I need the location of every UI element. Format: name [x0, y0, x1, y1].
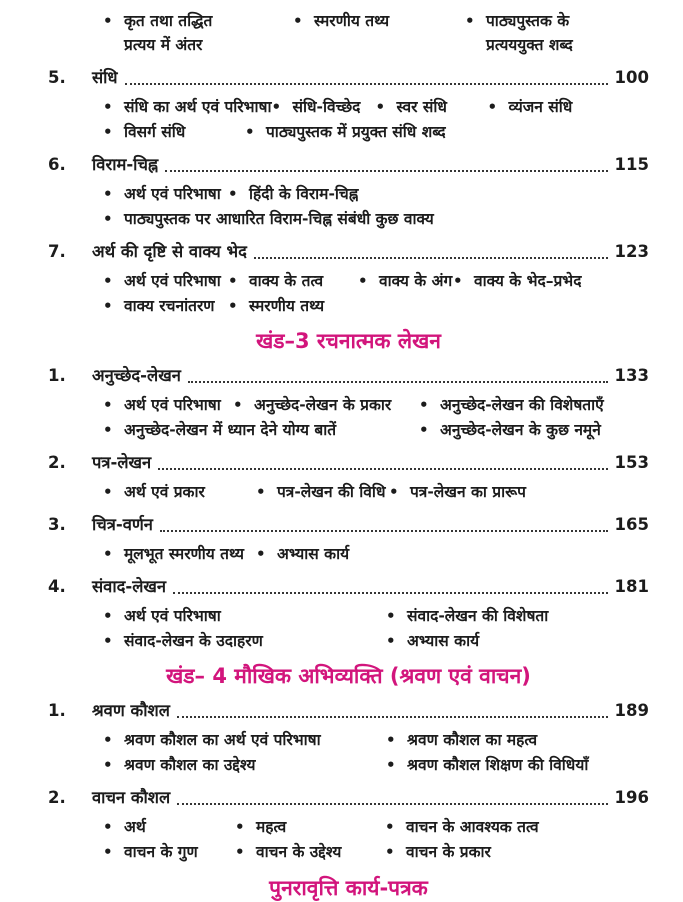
subtopic-item	[465, 9, 649, 57]
entry-number: 3.	[48, 515, 66, 534]
bullet-icon	[465, 9, 486, 33]
entry-title: अनुच्छेद-लेखन	[92, 366, 181, 385]
entry-number: 7.	[48, 242, 66, 261]
subtopic-label: अभ्यास कार्य	[277, 545, 350, 563]
subtopic-item	[293, 9, 465, 57]
bullet-icon	[103, 629, 124, 653]
subtopic-item	[386, 629, 649, 653]
entry-title: पत्र-लेखन	[92, 453, 152, 472]
subtopic-item	[103, 207, 649, 231]
subtopic-item	[103, 629, 386, 653]
subtopic-label: वाचन के प्रकार	[406, 843, 491, 861]
dotted-leader	[125, 83, 608, 85]
subtopic-label: वाक्य रचनांतरण	[124, 297, 215, 315]
subtopic-item	[228, 294, 649, 318]
subtopic-label: पत्र-लेखन की विधि	[277, 483, 386, 501]
dotted-leader	[158, 468, 607, 470]
subtopic-row	[103, 840, 649, 864]
subtopic-item	[103, 269, 228, 293]
subtopic-row	[103, 9, 649, 57]
bullet-icon	[103, 269, 124, 293]
subtopic-item	[103, 182, 228, 206]
bullet-icon	[228, 269, 249, 293]
dotted-leader	[177, 716, 608, 718]
entry-title: चित्र-वर्णन	[92, 515, 153, 534]
subtopic-item	[103, 294, 228, 318]
section-heading-khand4: खंड– 4 मौखिक अभिव्यक्ति (श्रवण एवं वाचन)	[166, 664, 531, 688]
subtopic-item	[358, 269, 453, 293]
subtopic-label: अनुच्छेद-लेखन की विशेषताएँ	[440, 396, 604, 414]
subtopic-row	[103, 815, 649, 839]
subtopic-item	[103, 728, 386, 752]
subtopic-label: स्मरणीय तथ्य	[249, 297, 325, 315]
entry-number: 1.	[48, 701, 66, 720]
section-heading-revision-worksheet: पुनरावृत्ति कार्य-पत्रक	[269, 876, 428, 900]
entry-title: संवाद-लेखन	[92, 577, 167, 596]
subtopic-item	[385, 815, 649, 839]
subtopic-label: मूलभूत स्मरणीय तथ्य	[124, 545, 244, 563]
subtopic-item	[386, 753, 649, 777]
subtopic-item	[233, 393, 419, 417]
entry-page-number: 153	[614, 453, 649, 472]
entry-title: श्रवण कौशल	[92, 701, 170, 720]
entry-number: 2.	[48, 453, 66, 472]
subtopic-row	[103, 393, 649, 417]
entry-number: 4.	[48, 577, 66, 596]
subtopic-label: स्वर संधि	[396, 98, 447, 116]
bullet-icon	[385, 840, 406, 864]
entry-page-number: 133	[614, 366, 649, 385]
entry-number: 5.	[48, 68, 66, 87]
subtopic-item	[385, 840, 649, 864]
subtopic-label: श्रवण कौशल का महत्व	[407, 731, 538, 749]
bullet-icon	[386, 604, 407, 628]
toc-entry	[48, 364, 649, 388]
subtopic-item	[103, 480, 256, 504]
bullet-icon	[103, 294, 124, 318]
subtopic-label: पाठ्यपुस्तक पर आधारित विराम-चिह्न संबंधी कुछ वाक्य	[124, 210, 434, 228]
bullet-icon	[103, 815, 124, 839]
subtopic-line: कृत तथा तद्धित	[124, 12, 213, 30]
subtopic-label: वाक्य के अंग	[379, 272, 453, 290]
subtopic-item	[103, 95, 272, 119]
subtopic-label: वाचन के आवश्यक तत्व	[406, 818, 539, 836]
subtopic-item	[419, 418, 649, 442]
subtopic-row	[103, 294, 649, 318]
subtopic-label: अभ्यास कार्य	[407, 632, 480, 650]
subtopic-item	[103, 753, 386, 777]
subtopic-label: अर्थ एवं परिभाषा	[124, 607, 221, 625]
bullet-icon	[103, 728, 124, 752]
toc-entry	[48, 575, 649, 599]
subtopic-row	[103, 629, 649, 653]
subtopic-item	[228, 182, 649, 206]
bullet-icon	[488, 95, 509, 119]
subtopic-item	[235, 840, 385, 864]
bullet-icon	[103, 9, 124, 33]
subtopic-row	[103, 269, 649, 293]
subtopic-row	[103, 418, 649, 442]
subtopic-item	[103, 604, 386, 628]
bullet-icon	[235, 840, 256, 864]
bullet-icon	[103, 207, 124, 231]
subtopic-label: संवाद-लेखन की विशेषता	[407, 607, 549, 625]
dotted-leader	[160, 530, 608, 532]
subtopic-label: पाठ्यपुस्तक में प्रयुक्त संधि शब्द	[266, 123, 446, 141]
subtopic-item	[376, 95, 488, 119]
subtopic-label: संधि-विच्छेद	[292, 98, 361, 116]
subtopic-item	[389, 480, 649, 504]
subtopic-item	[256, 480, 389, 504]
subtopic-label: अर्थ एवं प्रकार	[124, 483, 205, 501]
entry-page-number: 100	[614, 68, 649, 87]
subtopic-label: पत्र-लेखन का प्रारूप	[410, 483, 526, 501]
subtopic-label: स्मरणीय तथ्य	[314, 12, 390, 30]
subtopic-line: प्रत्यययुक्त शब्द	[486, 36, 573, 54]
bullet-icon	[272, 95, 293, 119]
toc-entry	[48, 699, 649, 723]
entry-title: संधि	[92, 68, 118, 87]
bullet-icon	[103, 182, 124, 206]
subtopic-label: अर्थ एवं परिभाषा	[124, 272, 221, 290]
bullet-icon	[385, 815, 406, 839]
entry-page-number: 181	[614, 577, 649, 596]
subtopic-row	[103, 753, 649, 777]
bullet-icon	[103, 604, 124, 628]
subtopic-label: श्रवण कौशल शिक्षण की विधियाँ	[407, 756, 589, 774]
bullet-icon	[228, 182, 249, 206]
entry-title: अर्थ की दृष्टि से वाक्य भेद	[92, 242, 247, 261]
subtopic-label: हिंदी के विराम-चिह्न	[249, 185, 359, 203]
subtopic-label: वाचन के उद्देश्य	[256, 843, 342, 861]
section-heading-khand3: खंड–3 रचनात्मक लेखन	[256, 329, 441, 353]
subtopic-label: श्रवण कौशल का अर्थ एवं परिभाषा	[124, 731, 321, 749]
subtopic-row	[103, 95, 649, 119]
subtopic-label: महत्व	[256, 818, 287, 836]
subtopic-item	[228, 269, 358, 293]
bullet-icon	[103, 542, 124, 566]
entry-page-number: 196	[614, 788, 649, 807]
subtopic-label: संवाद-लेखन के उदाहरण	[124, 632, 263, 650]
subtopic-label	[124, 9, 212, 57]
bullet-icon	[358, 269, 379, 293]
subtopic-item	[235, 815, 385, 839]
bullet-icon	[103, 480, 124, 504]
dotted-leader	[173, 592, 607, 594]
subtopic-label: अनुच्छेद-लेखन में ध्यान देने योग्य बातें	[124, 421, 337, 439]
subtopic-item	[103, 542, 256, 566]
entry-page-number: 189	[614, 701, 649, 720]
subtopic-label: अनुच्छेद-लेखन के प्रकार	[254, 396, 392, 414]
dotted-leader	[165, 170, 607, 172]
bullet-icon	[103, 418, 124, 442]
bullet-icon	[419, 418, 440, 442]
subtopic-row	[103, 207, 649, 231]
subtopic-item	[245, 120, 649, 144]
toc-entry	[48, 66, 649, 90]
subtopic-label: अर्थ एवं परिभाषा	[124, 185, 221, 203]
bullet-icon	[419, 393, 440, 417]
entry-title: वाचन कौशल	[92, 788, 171, 807]
entry-number: 6.	[48, 155, 66, 174]
entry-number: 1.	[48, 366, 66, 385]
bullet-icon	[103, 840, 124, 864]
bullet-icon	[245, 120, 266, 144]
subtopic-label: व्यंजन संधि	[508, 98, 573, 116]
toc-entry	[48, 240, 649, 264]
bullet-icon	[233, 393, 254, 417]
subtopic-item	[103, 840, 235, 864]
entry-page-number: 123	[614, 242, 649, 261]
dotted-leader	[254, 257, 608, 259]
subtopic-line: पाठ्यपुस्तक के	[486, 12, 570, 30]
subtopic-item	[256, 542, 649, 566]
subtopic-row	[103, 120, 649, 144]
bullet-icon	[389, 480, 410, 504]
subtopic-label: विसर्ग संधि	[124, 123, 186, 141]
subtopic-item	[103, 9, 293, 57]
subtopic-row	[103, 480, 649, 504]
subtopic-item	[453, 269, 649, 293]
bullet-icon	[256, 480, 277, 504]
bullet-icon	[376, 95, 397, 119]
subtopic-line: प्रत्यय में अंतर	[124, 36, 203, 54]
subtopic-row	[103, 542, 649, 566]
subtopic-label: वाक्य के भेद–प्रभेद	[474, 272, 582, 290]
subtopic-item	[419, 393, 649, 417]
subtopic-label: अर्थ	[124, 818, 146, 836]
bullet-icon	[103, 393, 124, 417]
subtopic-label	[486, 9, 573, 57]
entry-page-number: 115	[614, 155, 649, 174]
entry-title: विराम-चिह्न	[92, 155, 159, 174]
subtopic-label: अनुच्छेद-लेखन के कुछ नमूने	[440, 421, 601, 439]
entry-page-number: 165	[614, 515, 649, 534]
subtopic-item	[386, 604, 649, 628]
bullet-icon	[103, 120, 124, 144]
bullet-icon	[228, 294, 249, 318]
subtopic-item	[488, 95, 649, 119]
toc-entry	[48, 153, 649, 177]
subtopic-label: श्रवण कौशल का उद्देश्य	[124, 756, 256, 774]
subtopic-label: अर्थ एवं परिभाषा	[124, 396, 221, 414]
bullet-icon	[386, 629, 407, 653]
subtopic-row	[103, 182, 649, 206]
subtopic-item	[103, 393, 233, 417]
subtopic-item	[386, 728, 649, 752]
toc-entry	[48, 513, 649, 537]
subtopic-label: संधि का अर्थ एवं परिभाषा	[124, 98, 272, 116]
subtopic-label: वाचन के गुण	[124, 843, 198, 861]
bullet-icon	[103, 95, 124, 119]
dotted-leader	[188, 381, 608, 383]
bullet-icon	[103, 753, 124, 777]
bullet-icon	[386, 753, 407, 777]
bullet-icon	[386, 728, 407, 752]
subtopic-item	[103, 120, 245, 144]
subtopic-item	[272, 95, 376, 119]
subtopic-label: वाक्य के तत्व	[249, 272, 324, 290]
subtopic-row	[103, 604, 649, 628]
subtopic-item	[103, 815, 235, 839]
entry-number: 2.	[48, 788, 66, 807]
toc-entry	[48, 786, 649, 810]
bullet-icon	[293, 9, 314, 33]
bullet-icon	[453, 269, 474, 293]
dotted-leader	[177, 803, 607, 805]
bullet-icon	[256, 542, 277, 566]
bullet-icon	[235, 815, 256, 839]
toc-entry	[48, 451, 649, 475]
subtopic-row	[103, 728, 649, 752]
subtopic-item	[103, 418, 419, 442]
